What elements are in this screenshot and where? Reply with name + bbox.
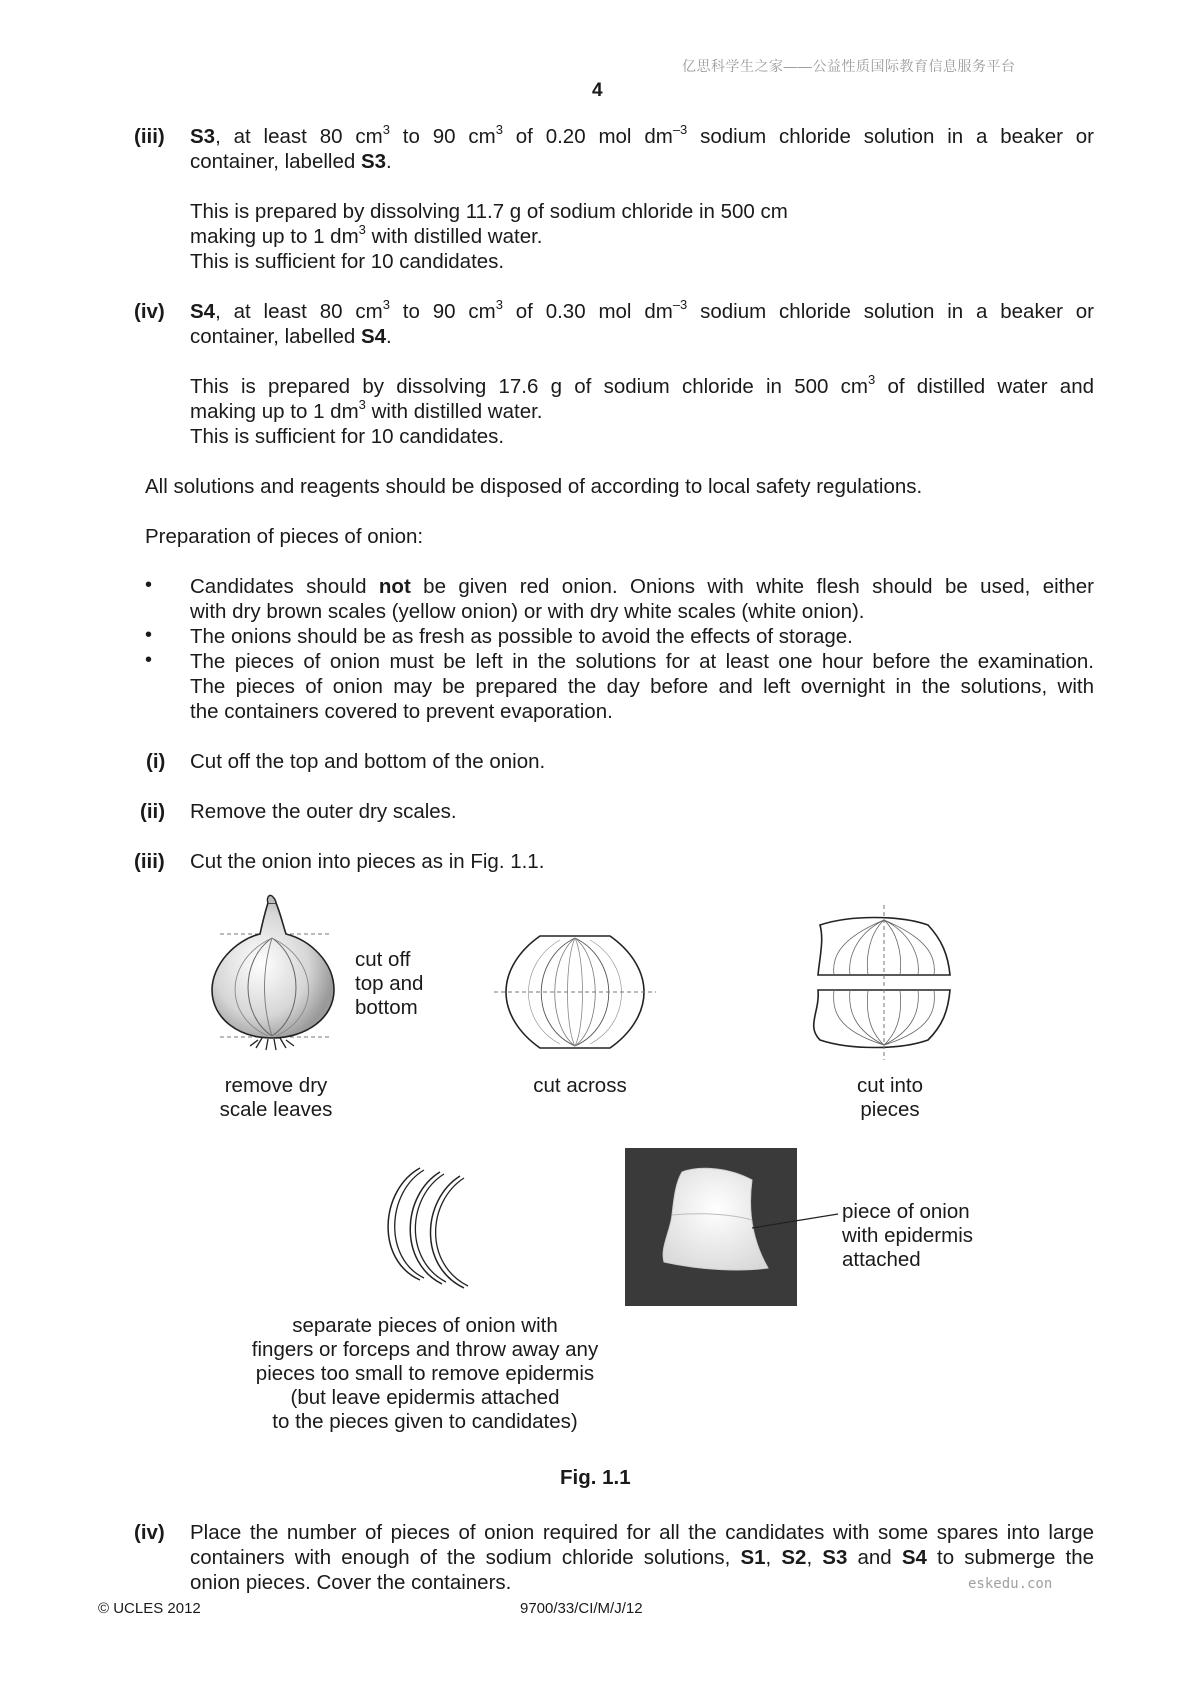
bullet-2-line: The onions should be as fresh as possible to avoid the effects of storage.	[190, 625, 853, 648]
s4-line-1: S4, at least 80 $cm^3$ to 90 $cm^3$ of 0.30 mol $dm^{-3}$ sodium chloride solution in a beaker or	[190, 297, 1094, 323]
s3-prep-1: This is prepared by dissolving 11.7 g of sodium chloride in 500 cm	[190, 200, 788, 223]
label-cut-into: cut into pieces	[856, 1074, 924, 1121]
bullet-1-line-1: Candidates should not be given red onion. Onions with white flesh should be used, either	[190, 575, 1094, 598]
s3-prep-3: This is sufficient for 10 candidates.	[190, 250, 505, 273]
disposal-note: All solutions and reagents should be disposed of according to local safety regulations.	[145, 475, 923, 498]
step-label-i: (i)	[146, 750, 166, 773]
page-number: 4	[592, 80, 603, 101]
cut-pieces-drawing	[814, 905, 950, 1060]
bullet-3-line-1: The pieces of onion must be left in the solutions for at least one hour before the examination.	[190, 650, 1094, 673]
step-iv-line-3: onion pieces. Cover the containers.	[190, 1571, 512, 1594]
bullet-2-symbol: •	[145, 624, 153, 646]
onion-piece-photo	[625, 1148, 838, 1306]
prep-heading: Preparation of pieces of onion:	[145, 525, 424, 548]
figure-caption: Fig. 1.1	[560, 1466, 631, 1489]
s3-prep-2: making up to 1 $dm^3$ with distilled water.	[190, 222, 543, 248]
label-separate-pieces: separate pieces of onion with fingers or forceps and throw away any pieces too small to remove epidermis (but leave epidermis attached to the pieces given to candidates)	[251, 1314, 599, 1433]
s3-line-1: S3, at least 80 $cm^3$ to 90 $cm^3$ of 0.20 mol $dm^{-3}$ sodium chloride solution in a beaker or	[190, 122, 1094, 148]
footer-watermark: eskedu.con	[968, 1576, 1053, 1592]
s4-line-2: container, labelled S4.	[190, 325, 392, 348]
header-watermark: 亿思科学生之家——公益性质国际教育信息服务平台	[682, 58, 1016, 74]
step-text-i: Cut off the top and bottom of the onion.	[190, 750, 546, 773]
item-label-iv: (iv)	[134, 300, 165, 323]
cut-across-drawing	[494, 936, 656, 1048]
bullet-3-line-3: the containers covered to prevent evaporation.	[190, 700, 613, 723]
step-iv-line-1: Place the number of pieces of onion required for all the candidates with some spares into large	[190, 1521, 1094, 1544]
bullet-3-line-2: The pieces of onion may be prepared the day before and left overnight in the solutions, with	[190, 675, 1094, 698]
bullet-3-symbol: •	[145, 649, 153, 671]
s3-line-2: container, labelled S3.	[190, 150, 392, 173]
scale-pieces-drawing	[388, 1168, 468, 1288]
step-label-iv: (iv)	[134, 1521, 165, 1544]
label-cut-across: cut across	[533, 1074, 627, 1097]
bullet-1-line-2: with dry brown scales (yellow onion) or with dry white scales (white onion).	[190, 600, 865, 623]
step-iv-line-2: containers with enough of the sodium chloride solutions, S1, S2, S3 and S4 to submerge the	[190, 1546, 1094, 1569]
step-text-ii: Remove the outer dry scales.	[190, 800, 457, 823]
step-label-iii: (iii)	[134, 850, 165, 873]
label-piece-of-onion: piece of onion with epidermis attached	[842, 1200, 974, 1271]
bullet-1-symbol: •	[145, 574, 153, 596]
item-label-iii: (iii)	[134, 125, 165, 148]
s4-prep-1: This is prepared by dissolving 17.6 g of sodium chloride in 500 $cm^3$ of distilled water and	[190, 372, 1094, 398]
label-cut-off: cut off top and bottom	[355, 948, 424, 1019]
footer-paper-code: 9700/33/CI/M/J/12	[520, 1600, 643, 1617]
whole-onion-drawing	[212, 895, 334, 1050]
s4-prep-2: making up to 1 $dm^3$ with distilled water.	[190, 397, 543, 423]
step-label-ii: (ii)	[140, 800, 166, 823]
footer-copyright: © UCLES 2012	[98, 1600, 201, 1617]
step-text-iii: Cut the onion into pieces as in Fig. 1.1.	[190, 850, 545, 873]
label-remove-dry: remove dry scale leaves	[219, 1074, 333, 1121]
s4-prep-3: This is sufficient for 10 candidates.	[190, 425, 505, 448]
